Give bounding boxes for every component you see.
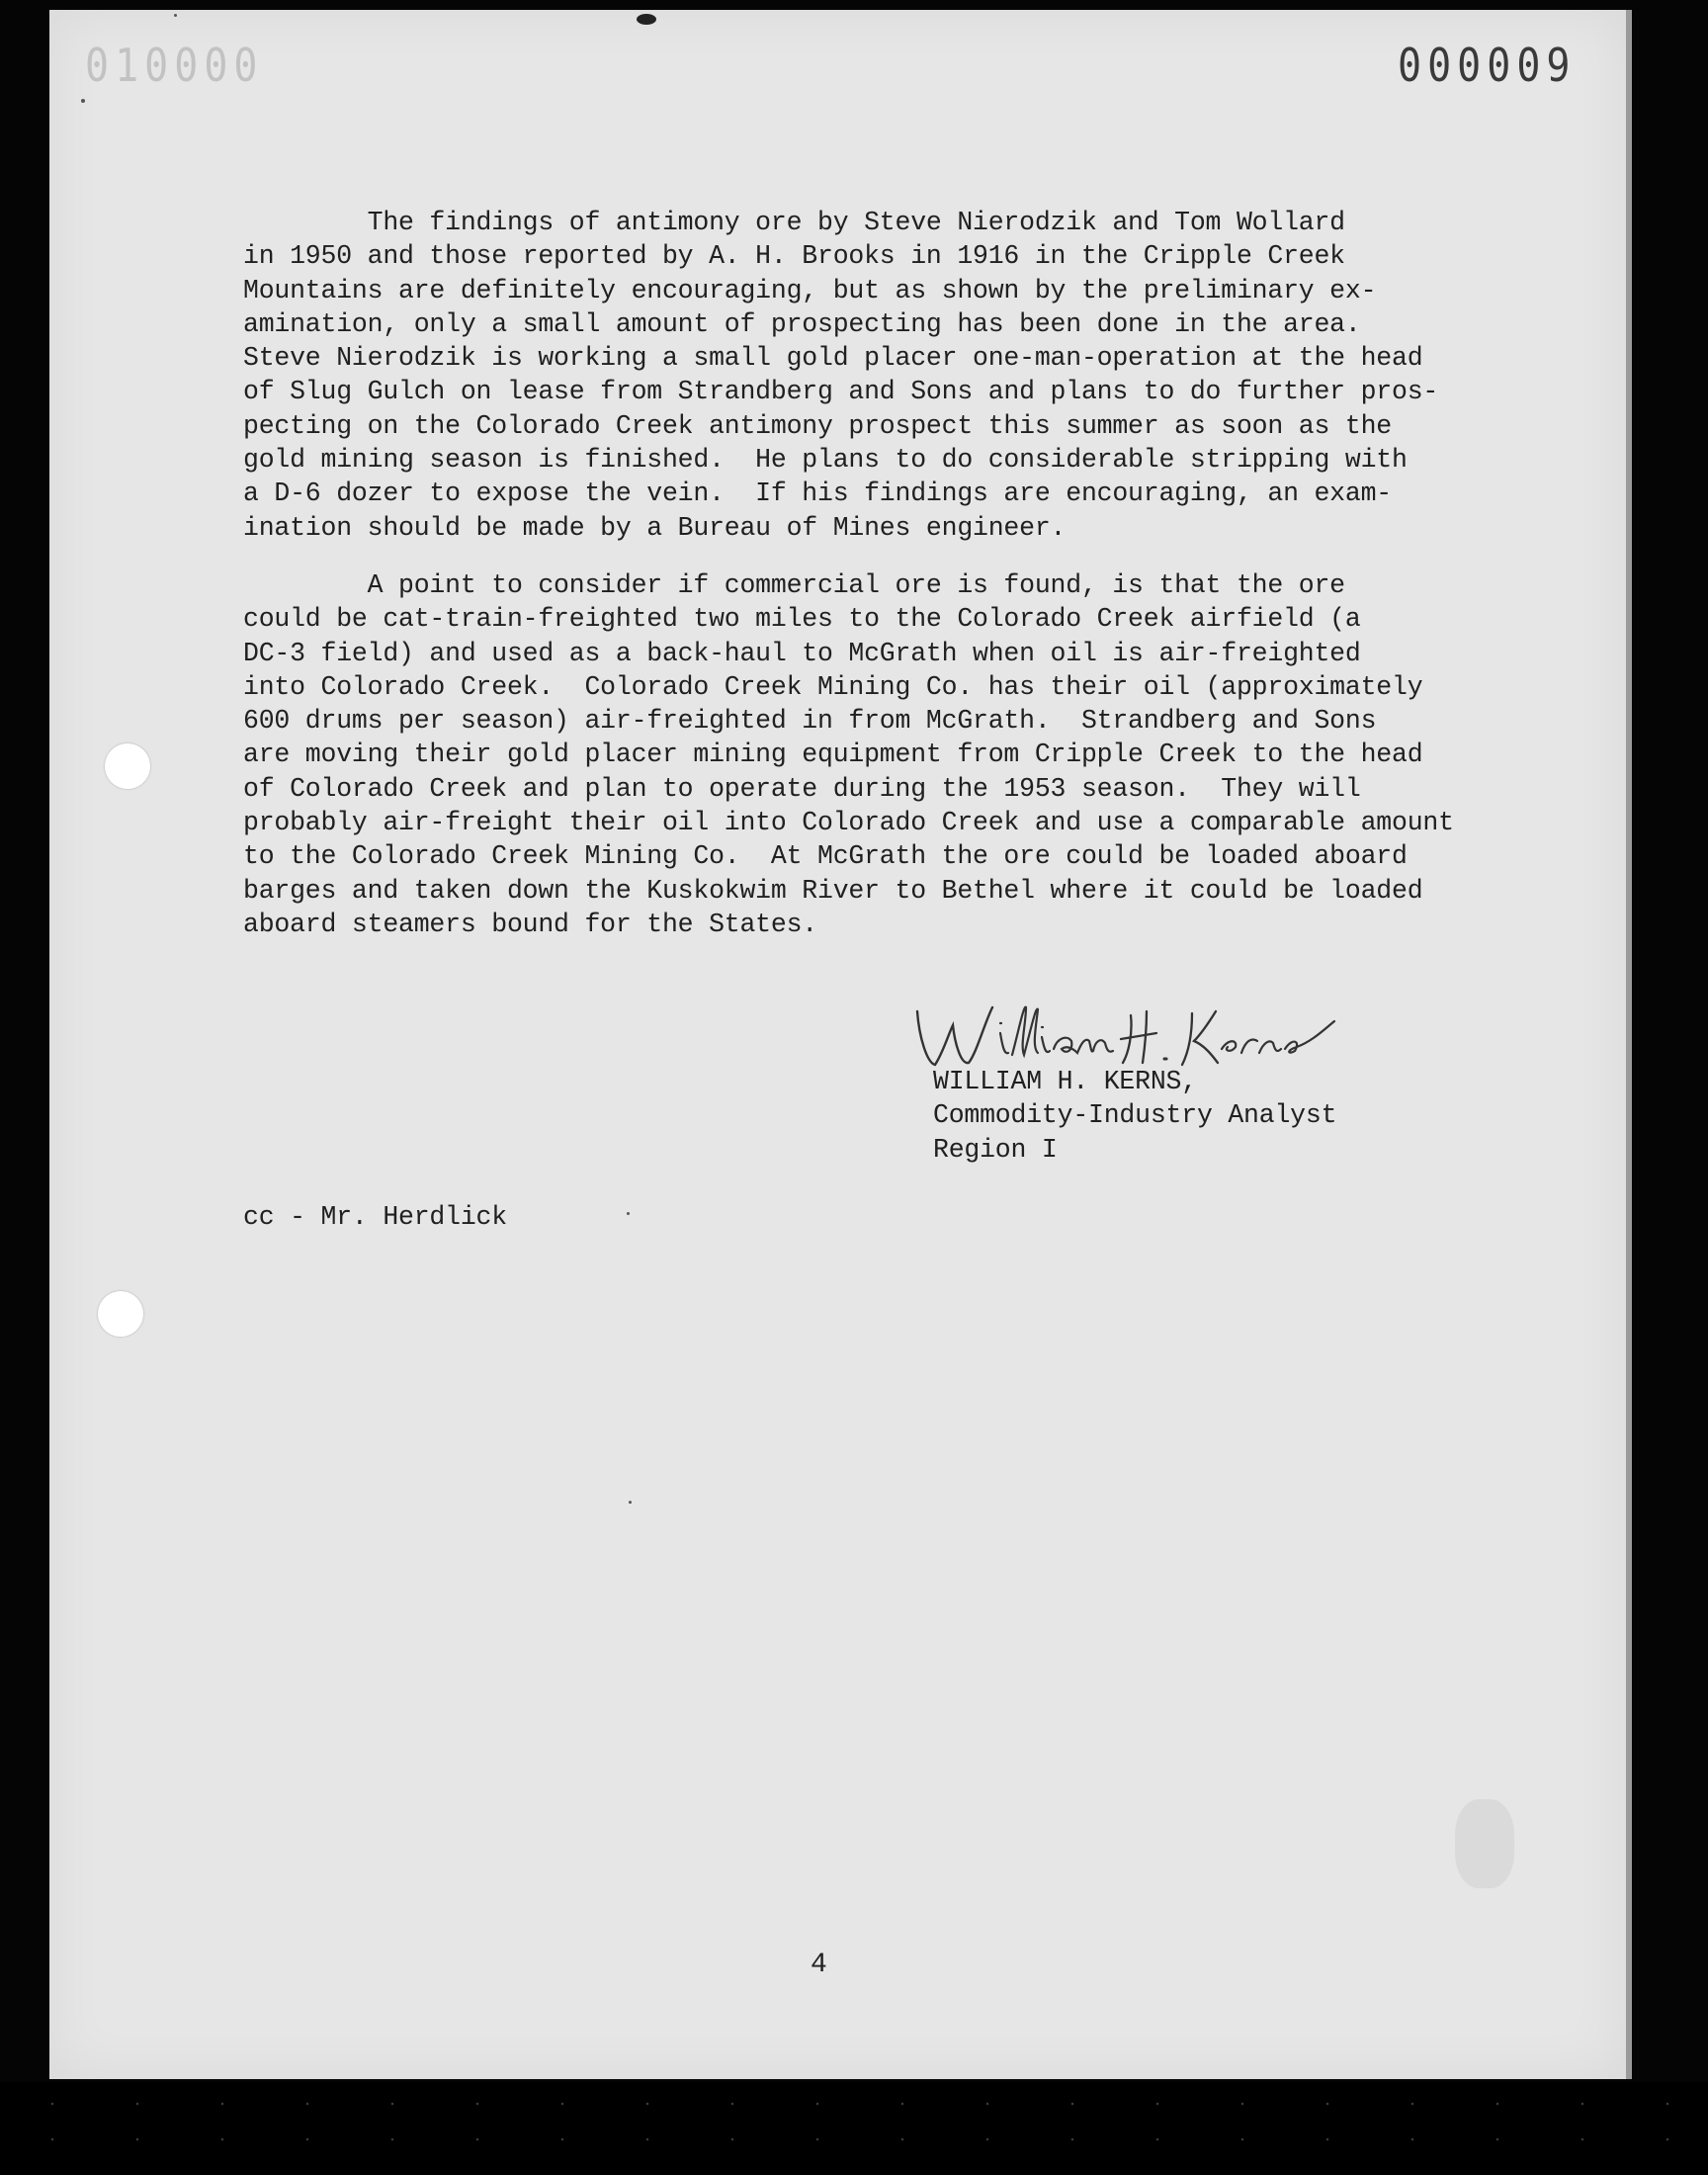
page-stamp-number: 000009 [1398,40,1577,93]
speck-mark [627,1212,630,1215]
paragraph-transport-considerations: A point to consider if commercial ore is found, is that the ore could be cat-train-freighted two miles to the Colorado Creek airfield (a DC-3 field) and used as a back-haul to McGrath when oil is air-freighted into Colorado Creek. Colorado Creek Mining Co. has their oil (approximately 600 drums per season) air-freighted in from McGrath. Strandberg and Sons are moving their gold placer mining equipment from Cripple Creek to the head of Colorado Creek and plan to operate during the 1953 season. They will probably air-freight their oil into Colorado Creek and use a comparable amount to the Colorado Creek Mining Co. At McGrath the ore could be loaded aboard barges and taken down the Kuskokwim River to Bethel where it could be loaded aboard steamers bound for the States. [243,570,1454,939]
carbon-copy-line: cc - Mr. Herdlick [243,1202,507,1232]
speck-mark [629,1501,632,1504]
ink-blot [637,14,656,25]
signer-region: Region I [933,1134,1058,1165]
speck-mark [81,99,85,103]
punch-hole [98,1291,143,1337]
punch-hole [105,743,150,789]
paragraph-antimony-findings: The findings of antimony ore by Steve Nierodzik and Tom Wollard in 1950 and those reported by A. H. Brooks in 1916 in the Cripple Creek Mountains are definitely encouraging, but as shown by the preliminary ex- amination, only a small amount of prospecting has been done in the area. Steve Nierodzik is working a small gold placer one-man-operation at the head of Slug Gulch on lease from Strandberg and Sons and plans to do further pros- pecting on the Colorado Creek antimony prospect this summer as soon as the gold mining season is finished. He plans to do considerable stripping with a D-6 dozer to expose the vein. If his findings are encouraging, an exam- ination should be made by a Bureau of Mines engineer. [243,208,1439,543]
speck-mark [174,14,177,17]
scanner-edge-noise [0,2082,1708,2141]
signer-title: Commodity-Industry Analyst [933,1100,1337,1131]
signer-name: WILLIAM H. KERNS, [933,1067,1197,1096]
smudge-mark [1455,1799,1514,1888]
page-number: 4 [811,1950,827,1980]
page-edge-shadow [1626,10,1632,2079]
bleed-through-page-stamp: 010000 [85,40,264,93]
signature-block [933,1065,1336,1167]
